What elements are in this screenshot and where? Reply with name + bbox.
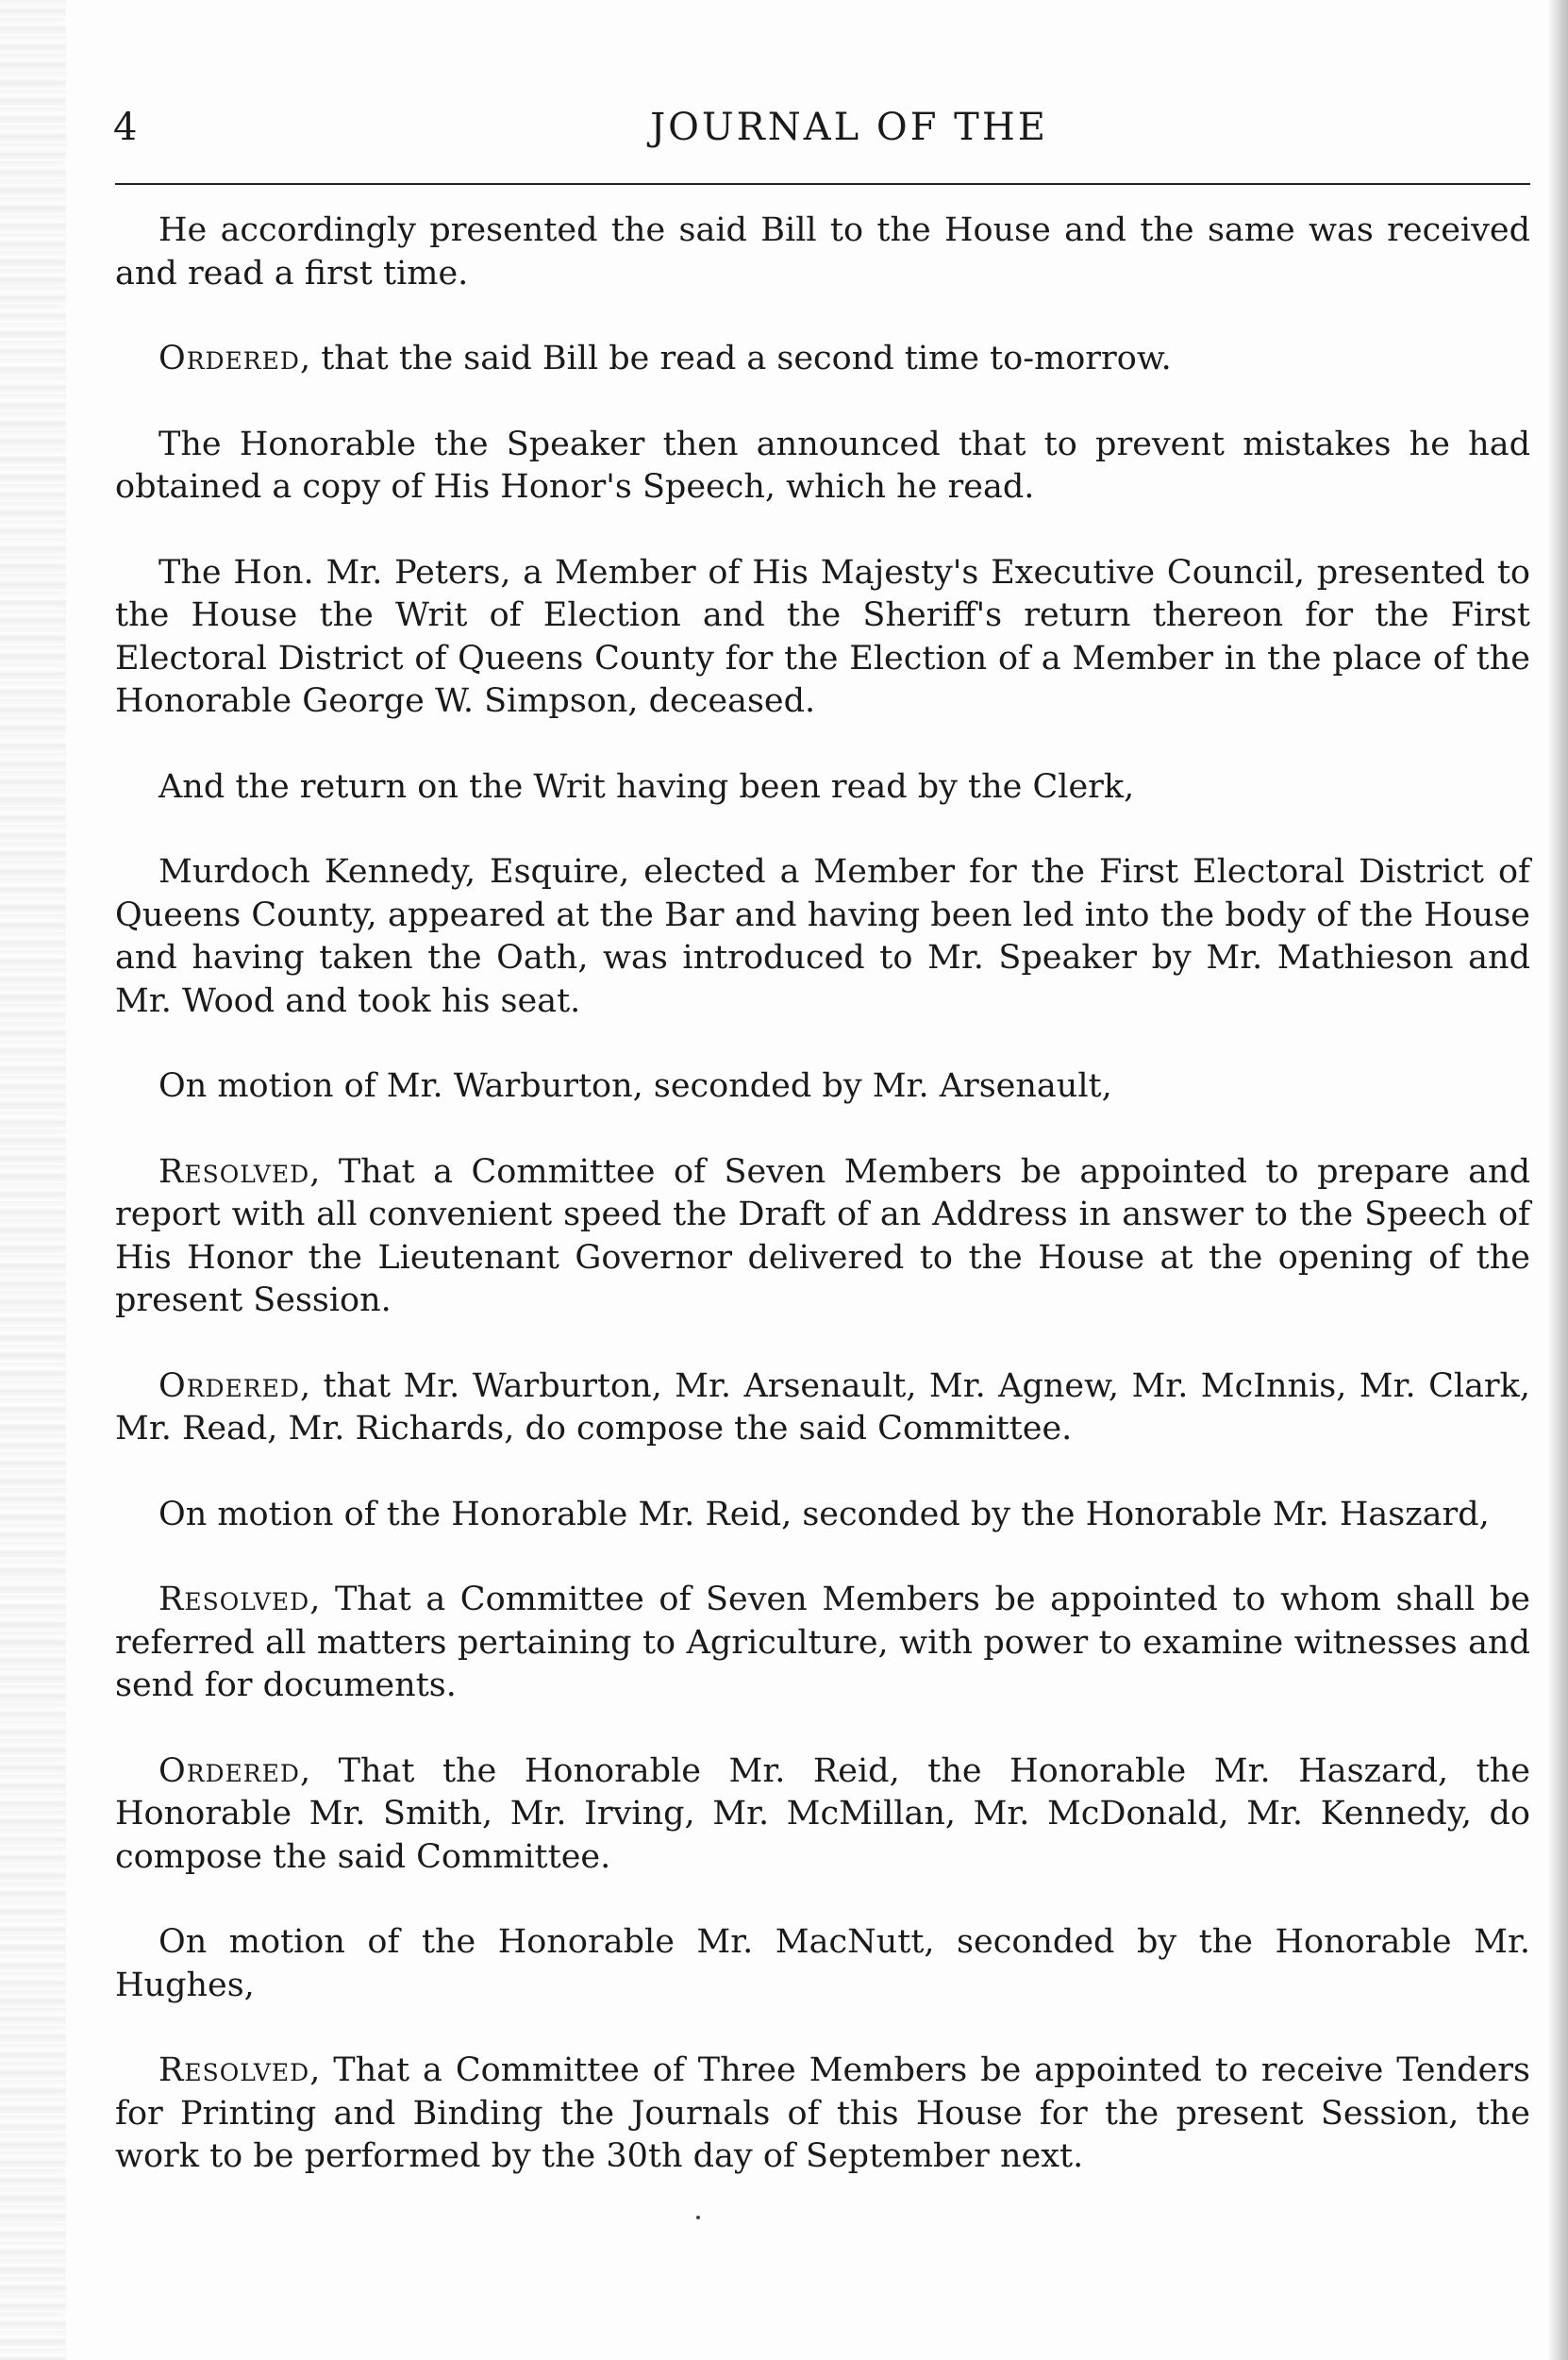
paragraph-lead: Ordered — [158, 1366, 300, 1405]
paragraph-lead: Resolved — [158, 1581, 310, 1618]
page-header — [113, 106, 1528, 162]
paragraph — [115, 424, 1530, 510]
paragraph-text: On motion of the Honorable Mr. MacNutt, seconded by the Honorable Mr. Hughes, — [115, 1923, 1530, 2004]
paragraph-text: , that Mr. Warburton, Mr. Arsenault, Mr. Agnew, Mr. McInnis, Mr. Clark, Mr. Read, Mr. Richards, do compose the said Committee. — [115, 1366, 1530, 1448]
paragraph-text: The Honorable the Speaker then announced that to prevent mistakes he had obtained a copy of His Honor's Speech, which he read. — [115, 425, 1530, 506]
paragraph — [115, 552, 1530, 724]
paragraph-text: The Hon. Mr. Peters, a Member of His Majesty's Executive Council, presented to the House the Writ of Election and the Sheriff's return thereon for the First Electoral District of Queens County for the Election of a Member in the place of the Honorable George W. Simpson, deceased. — [115, 553, 1530, 720]
paragraph-text: , That the Honorable Mr. Reid, the Honorable Mr. Haszard, the Honorable Mr. Smith, Mr. Irving, Mr. McMillan, Mr. McDonald, Mr. Kennedy, do compose the said Committee. — [115, 1751, 1530, 1876]
header-rule — [115, 183, 1530, 185]
paragraph — [115, 209, 1530, 295]
paragraph — [115, 2050, 1530, 2179]
paragraph-text: , that the said Bill be read a second time to-morrow. — [299, 340, 1172, 377]
paragraph-lead: Resolved — [158, 1152, 310, 1191]
paragraph-lead: Ordered — [158, 1751, 300, 1790]
paragraph-text: And the return on the Writ having been read by the Clerk, — [158, 767, 1135, 806]
scan-edge-left — [0, 0, 66, 2360]
paragraph-text: He accordingly presented the said Bill to the House and the same was received and read a first time. — [115, 211, 1530, 293]
paragraph-lead: Ordered — [158, 340, 300, 377]
paragraph-text: On motion of Mr. Warburton, seconded by Mr. Arsenault, — [158, 1067, 1112, 1105]
running-head: JOURNAL OF THE — [650, 106, 1048, 149]
paragraph — [115, 338, 1530, 381]
page-number: 4 — [113, 106, 139, 149]
paragraph-text: Murdoch Kennedy, Esquire, elected a Member for the First Electoral District of Queens County, appeared at the Bar and having been led into the body of the House and having taken the Oath, was introduced to Mr. Speaker by Mr. Mathieson and Mr. Wood and took his seat. — [115, 853, 1530, 1020]
paragraph-text: , That a Committee of Three Members be appointed to receive Tenders for Printing and Binding the Journals of this House for the present Session, the work to be performed by the 30th day of September next. — [115, 2051, 1530, 2175]
scan-edge-right — [1547, 0, 1568, 2360]
paragraph — [115, 851, 1530, 1023]
paragraph-text: On motion of the Honorable Mr. Reid, seconded by the Honorable Mr. Haszard, — [158, 1495, 1490, 1533]
paragraph — [115, 766, 1530, 810]
journal-body — [115, 209, 1530, 2221]
paragraph — [115, 1494, 1530, 1537]
paragraph — [115, 1579, 1530, 1708]
paragraph — [115, 1065, 1530, 1109]
paragraph-lead: Resolved — [158, 2051, 310, 2089]
paragraph-text: , That a Committee of Seven Members be appointed to whom shall be referred all matters pertaining to Agriculture, with power to examine witnesses and send for documents. — [115, 1581, 1530, 1704]
paragraph — [115, 1151, 1530, 1323]
paragraph — [115, 1365, 1530, 1451]
paragraph — [115, 1750, 1530, 1880]
paragraph-text: , That a Committee of Seven Members be appointed to prepare and report with all convenient speed the Draft of an Address in answer to the Speech of His Honor the Lieutenant Governor delivered to the House at the opening of the present Session. — [115, 1152, 1530, 1319]
paragraph — [115, 1921, 1530, 2007]
ink-speck — [696, 2216, 700, 2219]
